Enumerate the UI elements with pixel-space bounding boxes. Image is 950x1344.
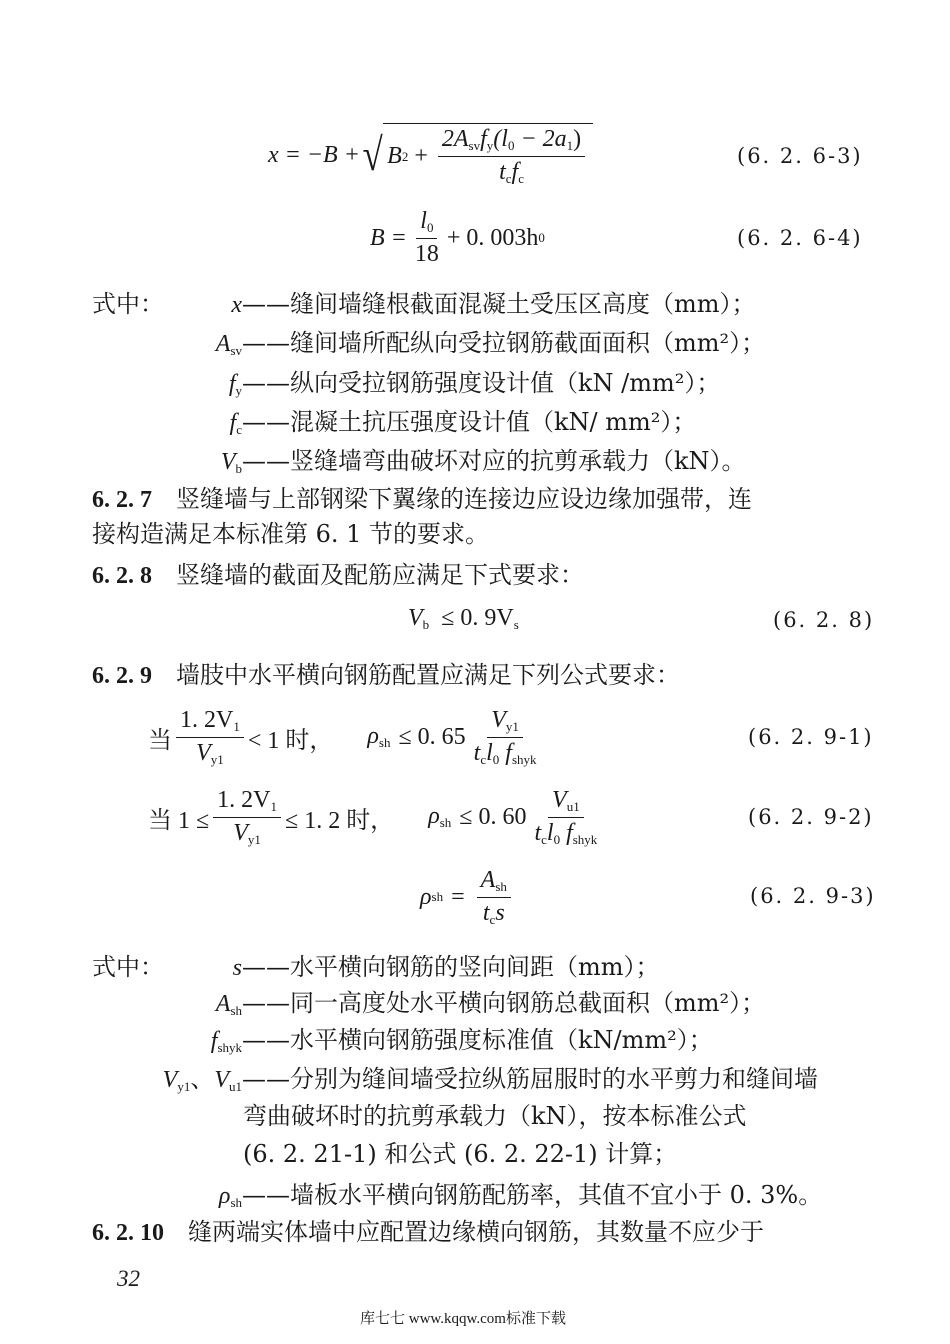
- fraction: $\frac{l_0}{18}$: [414, 207, 439, 267]
- equation-number-6-2-9-1: (6. 2. 9-1): [748, 725, 874, 749]
- footer-watermark: 库七七 www.kqqw.com标准下载: [360, 1311, 566, 1327]
- clause-6-2-8: 6. 2. 8 竖缝墙的截面及配筋应满足下式要求：: [92, 561, 584, 589]
- fraction: $\frac{2A_{sv}f_y(l_0 - 2a_1)}{t_cf_c}$: [438, 126, 585, 187]
- equation-6-2-9-3: ρ sh = $\frac{A_{sh}}{t_cs}$: [420, 864, 515, 930]
- equation-number-6-2-6-4: (6. 2. 6-4): [737, 226, 863, 250]
- where-item: $V_b——$竖缝墙弯曲破坏对应的抗剪承载力（kN）。: [220, 447, 746, 476]
- square-root: [360, 123, 593, 187]
- fraction: $\frac{1. 2V_1}{V_{y1}}$: [213, 787, 281, 848]
- where-item: $f_c——$混凝土抗压强度设计值（kN/ mm²）；: [229, 408, 697, 437]
- clause-6-2-9: 6. 2. 9 墙肢中水平横向钢筋配置应满足下列公式要求：: [92, 661, 680, 689]
- equation-number-6-2-9-3: (6. 2. 9-3): [750, 884, 876, 908]
- where-lead-2: 式中：: [92, 953, 164, 981]
- clause-6-2-7-line2: 接构造满足本标准第 6. 1 节的要求。: [92, 520, 490, 548]
- where-item: $A_{sh}——$同一高度处水平横向钢筋总截面积（mm²）；: [215, 989, 766, 1018]
- equation-6-2-6-4: B = $\frac{l_0}{18}$ + 0. 003h 0: [370, 207, 545, 267]
- clause-6-2-7: 6. 2. 7 竖缝墙与上部钢梁下翼缘的连接边应设边缘加强带，连: [92, 485, 752, 513]
- equation-number-6-2-8: (6. 2. 8): [773, 608, 875, 632]
- where-item: $f_y——$纵向受拉钢筋强度设计值（kN /mm²）；: [228, 369, 721, 398]
- clause-6-2-10: 6. 2. 10 缝两端实体墙中应配置边缘横向钢筋，其数量不应少于: [92, 1218, 764, 1246]
- equation-number-6-2-9-2: (6. 2. 9-2): [748, 805, 874, 829]
- equation-6-2-9-1: 当 $\frac{1. 2V_1}{V_{y1}}$ < 1 时， $\rho_{sh}$ ≤ 0. 65 $\frac{V_{y1}}{t_cl_0 f_{shyk}}$: [148, 704, 545, 770]
- where-item-rho: $\rho_{sh}——$墙板水平横向钢筋配筋率，其值不宜小于 0. 3%。: [218, 1181, 823, 1210]
- where-item-vy-vu: $V_{y1}$、$V_{u1}——$分别为缝间墙受拉纵筋屈服时的水平剪力和缝间墙: [162, 1065, 818, 1094]
- eq-lhs: x = −B +: [268, 141, 360, 168]
- where-lead-1: 式中：: [92, 290, 164, 318]
- fraction: $\frac{A_{sh}}{t_cs}$: [477, 867, 511, 928]
- where-item: x——缝间墙缝根截面混凝土受压区高度（mm）；: [231, 290, 756, 318]
- where-item-vy-vu-line3: (6. 2. 21-1) 和公式 (6. 2. 22-1) 计算；: [243, 1140, 678, 1168]
- where-item: s——水平横向钢筋的竖向间距（mm）；: [232, 953, 660, 981]
- equation-6-2-9-2: 当 1 ≤ $\frac{1. 2V_1}{V_{y1}}$ ≤ 1. 2 时， $\rho_{sh}$ ≤ 0. 60 $\frac{V_{u1}}{t_cl_0 f_{shyk}}$: [148, 784, 605, 850]
- where-item: $f_{shyk}——$水平横向钢筋强度标准值（kN/mm²）；: [210, 1026, 713, 1055]
- where-item-vy-vu-line2: 弯曲破坏时的抗剪承载力（kN），按本标准公式: [243, 1102, 747, 1130]
- page-number: 32: [117, 1266, 140, 1291]
- equation-6-2-6-3: [268, 120, 593, 190]
- fraction: $\frac{1. 2V_1}{V_{y1}}$: [176, 707, 244, 768]
- fraction: $\frac{V_{u1}}{t_cl_0 f_{shyk}}$: [534, 786, 598, 847]
- equation-6-2-8: $V_b \le 0$. $9V_s$: [408, 605, 519, 632]
- radical-sign-icon: √: [362, 129, 383, 180]
- radicand: B 2 + $\frac{2A_{sv}f_y(l_0 - 2a_1)}{t_cf_c}$: [383, 123, 593, 187]
- where-item: $A_{sv}——$缝间墙所配纵向受拉钢筋截面面积（mm²）；: [215, 329, 766, 358]
- fraction: $\frac{V_{y1}}{t_cl_0 f_{shyk}}$: [473, 706, 537, 767]
- equation-number-6-2-6-3: (6. 2. 6-3): [737, 144, 863, 168]
